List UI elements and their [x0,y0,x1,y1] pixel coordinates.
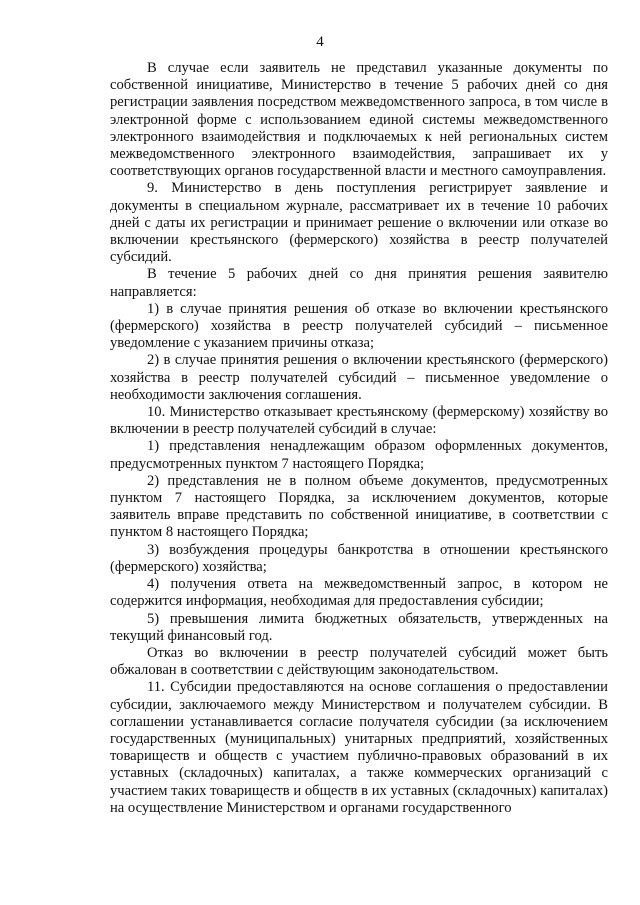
document-body [110,60,608,817]
paragraph-refusal-2: 2) представления не в полном объеме документов, предусмотренных пунктом 7 настоящего Порядка, за исключением документов, которые заявитель вправе представить по собственной инициативе, в соответствии с пунктом 8 настоящего Порядка; [110,472,608,541]
paragraph-refusal-4: 4) получения ответа на межведомственный запрос, в котором не содержится информация, необходимая для предоставления субсидии; [110,576,608,610]
paragraph-refusal-5: 5) превышения лимита бюджетных обязательств, утвержденных на текущий финансовый год. [110,610,608,644]
paragraph-9-registration: 9. Министерство в день поступления регистрирует заявление и документы в специальном журнале, рассматривает их в течение 10 рабочих дней с даты их регистрации и принимает решение о включении или отказе во включении крестьянского (фермерского) хозяйства в реестр получателей субсидий. [110,180,608,266]
paragraph-request-documents: В случае если заявитель не представил указанные документы по собственной инициативе, Министерство в течение 5 рабочих дней со дня регистрации заявления посредством межведомственного запроса, в том числе в электронной форме с использованием единой системы межведомственного электронного взаимодействия и подключаемых к ней региональных систем межведомственного электронного взаимодействия, запрашивает их у соответствующих органов государственной власти и местного самоуправления. [110,60,608,180]
paragraph-refusal-1: 1) представления ненадлежащим образом оформленных документов, предусмотренных пунктом 7 настоящего Порядка; [110,438,608,472]
paragraph-notification-1: 1) в случае принятия решения об отказе во включении крестьянского (фермерского) хозяйства в реестр получателей субсидий – письменное уведомление с указанием причины отказа; [110,300,608,352]
paragraph-notification-2: 2) в случае принятия решения о включении крестьянского (фермерского) хозяйства в реестр получателей субсидий – письменное уведомление о необходимости заключения соглашения. [110,352,608,403]
paragraph-notification-intro: В течение 5 рабочих дней со дня принятия решения заявителю направляется: [110,266,608,300]
paragraph-11-agreement: 11. Субсидии предоставляются на основе соглашения о предоставлении субсидии, заключаемого между Министерством и получателем субсидии. В соглашении устанавливается согласие получателя субсидии (за исключением государственных (муниципальных) унитарных предприятий, хозяйственных товариществ и обществ с участием публично-правовых образований в их уставных (складочных) капиталах, а также коммерческих организаций с участием таких товариществ и обществ в их уставных (складочных) капиталах) на осуществление Министерством и органами государственного [110,679,608,816]
page-number: 4 [316,34,324,50]
paragraph-refusal-3: 3) возбуждения процедуры банкротства в отношении крестьянского (фермерского) хозяйства; [110,541,608,575]
paragraph-10-refusal: 10. Министерство отказывает крестьянскому (фермерскому) хозяйству во включении в реестр получателей субсидий в случае: [110,404,608,438]
paragraph-appeal: Отказ во включении в реестр получателей субсидий может быть обжалован в соответствии с действующим законодательством. [110,644,608,679]
